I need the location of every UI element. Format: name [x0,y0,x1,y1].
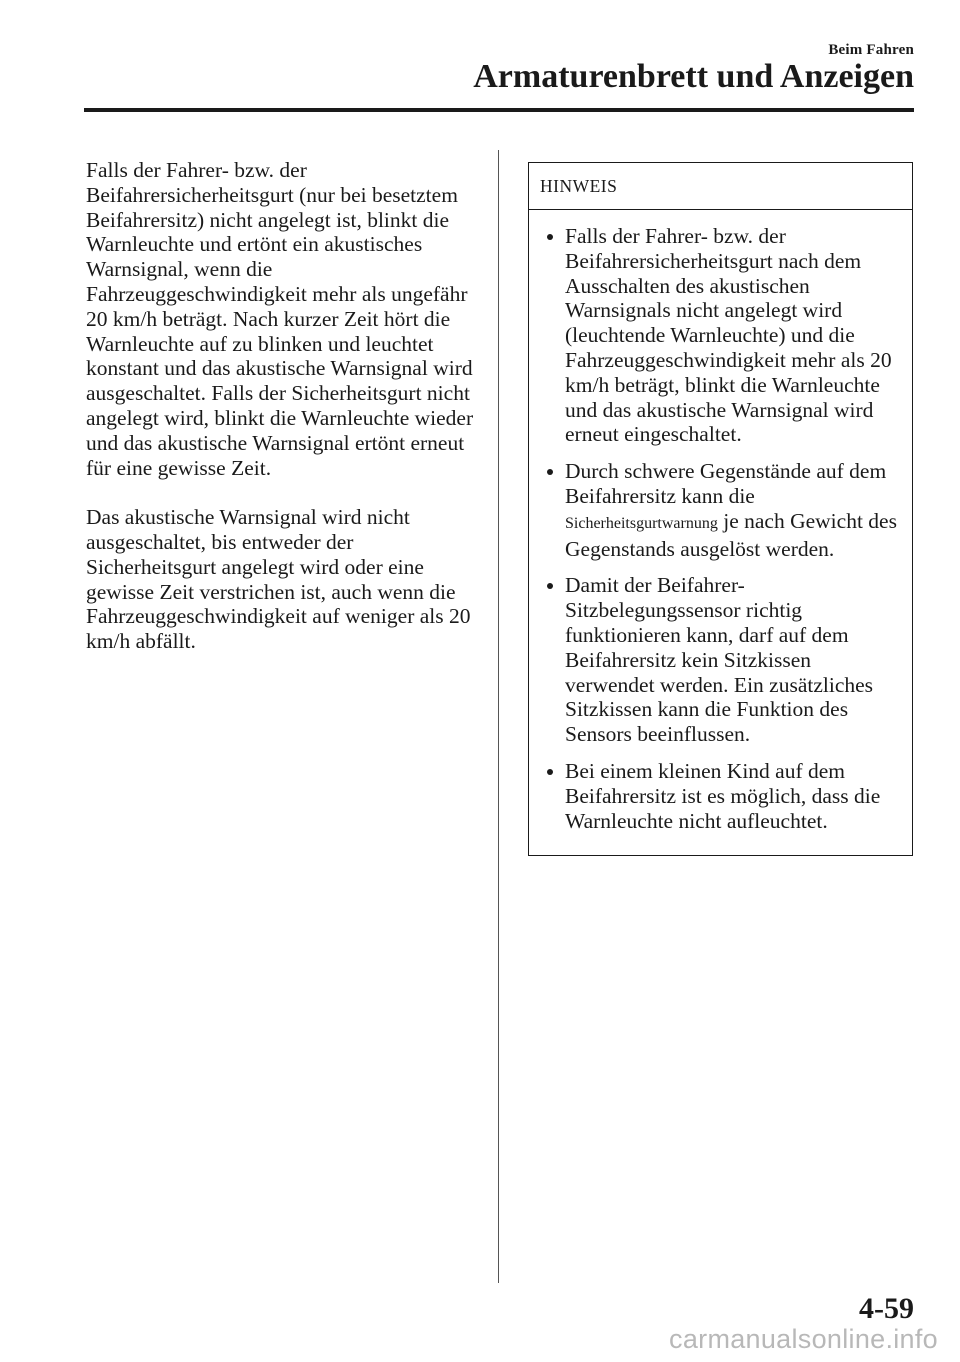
note-item-term: Sicherheitsgurtwarnung [565,514,718,532]
note-item [541,224,904,447]
bullet-icon [547,234,553,240]
note-item [541,573,904,747]
header-rule [84,108,914,112]
bullet-icon [547,469,553,475]
note-list [529,210,912,833]
page-number: 4-59 [859,1292,914,1325]
chapter-title: Armaturenbrett und Anzeigen [473,58,914,95]
column-divider [498,150,499,1283]
note-item-text: Falls der Fahrer- bzw. der Beifahrersicherheitsgurt nach dem Ausschalten des akustischen Warnsignals nicht angelegt wird (leuchtende Warnleuchte) und die Fahrzeuggeschwindigkeit mehr als 20 km/h beträgt, blinkt die Warnleuchte und das akustische Warnsignal wird erneut eingeschaltet. [565,224,892,447]
note-item-text: Damit der Beifahrer-Sitzbelegungssensor richtig funktionieren kann, darf auf dem Beifahrersitz kein Sitzkissen verwendet werden. Ein zusätzliches Sitzkissen kann die Funktion des Sensors beeinflussen. [565,573,874,747]
watermark: carmanualsonline.info [669,1324,938,1354]
note-box [528,162,913,856]
bullet-icon [547,583,553,589]
note-item-text: je nach Gewicht des Gegenstands ausgelöst werden. [565,508,897,561]
note-item-text: Durch schwere Gegenstände auf dem Beifahrersitz kann die [565,459,887,508]
paragraph: Falls der Fahrer- bzw. der Beifahrersicherheitsgurt (nur bei besetztem Beifahrersitz) nicht angelegt ist, blinkt die Warnleuchte und ertönt ein akustisches Warnsignal, wenn die Fahrzeuggeschwindigkeit mehr als ungefähr 20 km/h beträgt. Nach kurzer Zeit hört die Warnleuchte auf zu blinken und leuchtet konstant und das akustische Warnsignal wird ausgeschaltet. Falls der Sicherheitsgurt nicht angelegt wird, blinkt die Warnleuchte wieder und das akustische Warnsignal ertönt erneut für eine gewisse Zeit. [86,158,474,480]
note-item [541,459,904,561]
note-item-text: Bei einem kleinen Kind auf dem Beifahrersitz ist es möglich, dass die Warnleuchte nicht aufleuchtet. [565,758,881,833]
note-heading: HINWEIS [529,163,912,210]
paragraph: Das akustische Warnsignal wird nicht ausgeschaltet, bis entweder der Sicherheitsgurt angelegt wird oder eine gewisse Zeit verstrichen ist, auch wenn die Fahrzeuggeschwindigkeit auf weniger als 20 km/h abfällt. [86,505,471,654]
section-label: Beim Fahren [828,42,914,58]
note-item [541,759,904,833]
left-column [86,158,486,679]
bullet-icon [547,769,553,775]
